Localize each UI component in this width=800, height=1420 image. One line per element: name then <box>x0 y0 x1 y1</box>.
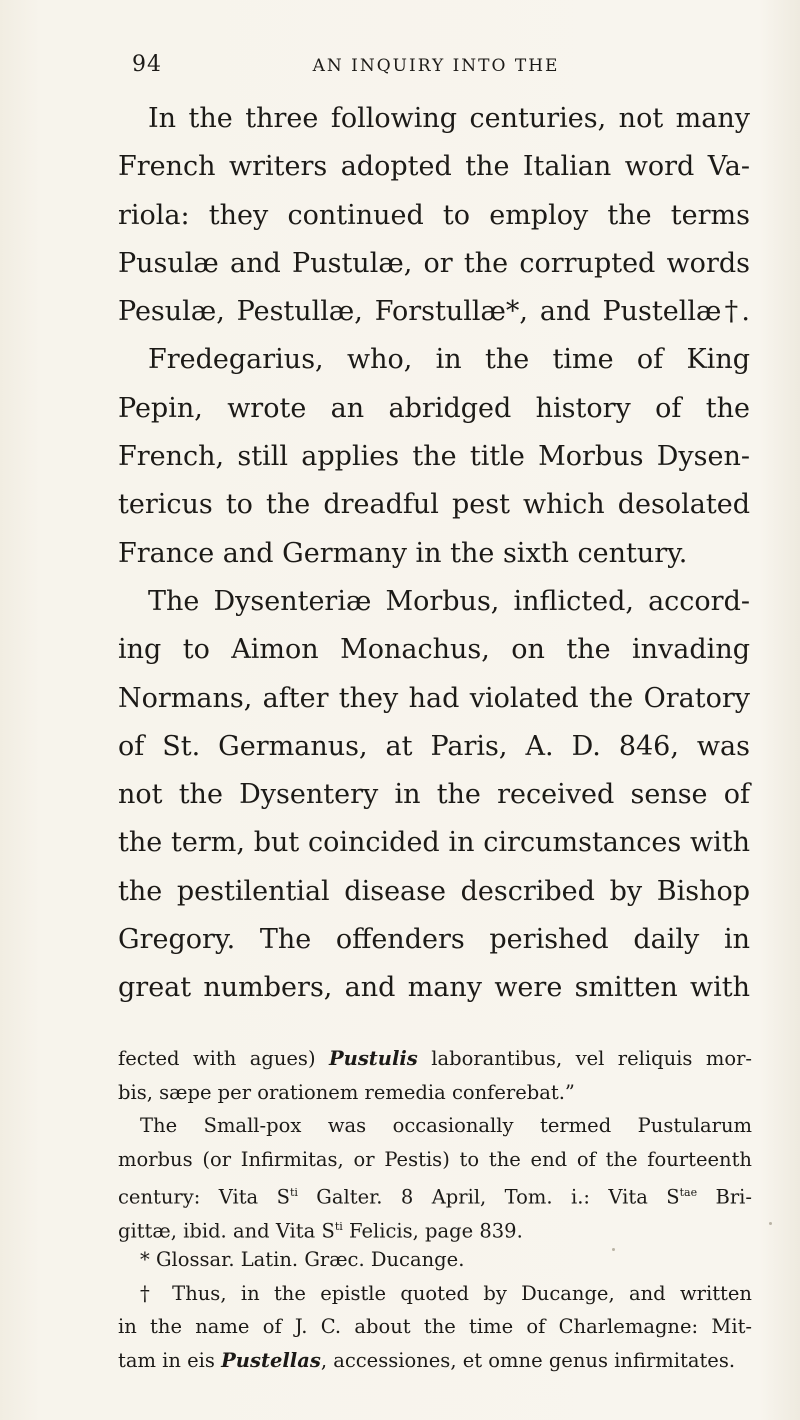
text-line: French writers adopted the Italian word Va- <box>118 151 750 183</box>
footnote-line: bis, sæpe per orationem remedia conferebat.” <box>118 1080 575 1104</box>
footnote-line <box>118 1210 752 1244</box>
running-head: AN INQUIRY INTO THE <box>312 56 560 76</box>
footnote-line: The Small-pox was occasionally termed Pustularum <box>140 1114 752 1137</box>
text-line: Gregory. The offenders perished daily in <box>118 924 750 956</box>
text-line: not the Dysentery in the received sense of <box>118 779 750 811</box>
text-line: The Dysenteriæ Morbus, inflicted, accord- <box>148 585 750 617</box>
footnote-italic: Pustulis <box>328 1047 418 1070</box>
page-header <box>132 52 740 82</box>
text-line: Fredegarius, who, in the time of King <box>148 344 750 376</box>
footnote-line <box>118 1176 752 1210</box>
footnotes <box>118 1042 752 1377</box>
footnote-italic: Pustellas <box>221 1348 321 1372</box>
footnote-line: morbus (or Infirmitas, or Pestis) to the end of the fourteenth <box>118 1147 752 1171</box>
superscript: ti <box>334 1219 343 1233</box>
text-line: Normans, after they had violated the Oratory <box>118 682 750 714</box>
footnote-text: Felicis, page 839. <box>342 1219 523 1242</box>
text-line: riola: they continued to employ the terms <box>118 199 750 231</box>
footnote-line <box>118 1042 752 1076</box>
footnote-text: Galter. 8 April, Tom. i.: Vita S <box>297 1185 680 1209</box>
footnote-text: , accessiones, et omne genus infirmitates. <box>320 1348 736 1372</box>
footnote-text: laborantibus, vel reliquis mor- <box>417 1047 752 1070</box>
text-line: of St. Germanus, at Paris, A. D. 846, was <box>118 730 750 762</box>
footnote-line: * Glossar. Latin. Græc. Ducange. <box>140 1248 465 1271</box>
text-line: the pestilential disease described by Bishop <box>118 875 750 907</box>
text-line: French, still applies the title Morbus Dysen- <box>118 441 750 473</box>
text-line: great numbers, and many were smitten with <box>118 972 750 1004</box>
text-line: Pesulæ, Pestullæ, Forstullæ*, and Pustellæ†. <box>118 296 750 328</box>
text-line: tericus to the dreadful pest which desolated <box>118 489 750 521</box>
page-number: 94 <box>132 52 162 77</box>
footnote-text: Bri- <box>697 1185 752 1209</box>
superscript: ti <box>289 1186 298 1199</box>
superscript: tae <box>679 1186 698 1199</box>
footnote-text: fected with agues) <box>118 1047 329 1070</box>
text-line: the term, but coincided in circumstances with <box>118 827 750 859</box>
main-text <box>118 95 750 1013</box>
footnote-line <box>118 1344 752 1378</box>
text-line: ing to Aimon Monachus, on the invading <box>118 634 750 666</box>
footnote-text: gittæ, ibid. and Vita S <box>118 1219 335 1242</box>
footnote-line: † Thus, in the epistle quoted by Ducange, and written <box>140 1281 752 1305</box>
footnote-text: century: Vita S <box>118 1185 290 1209</box>
footnote-line: in the name of J. C. about the time of Charlemagne: Mit- <box>118 1315 752 1338</box>
text-line: Pusulæ and Pustulæ, or the corrupted words <box>118 247 750 279</box>
text-line: France and Germany in the sixth century. <box>118 537 688 569</box>
paper-speck <box>769 1222 772 1225</box>
text-line: Pepin, wrote an abridged history of the <box>118 392 750 424</box>
text-line: In the three following centuries, not many <box>148 103 750 134</box>
footnote-text: tam in eis <box>118 1348 222 1372</box>
paper-speck <box>612 1248 615 1251</box>
